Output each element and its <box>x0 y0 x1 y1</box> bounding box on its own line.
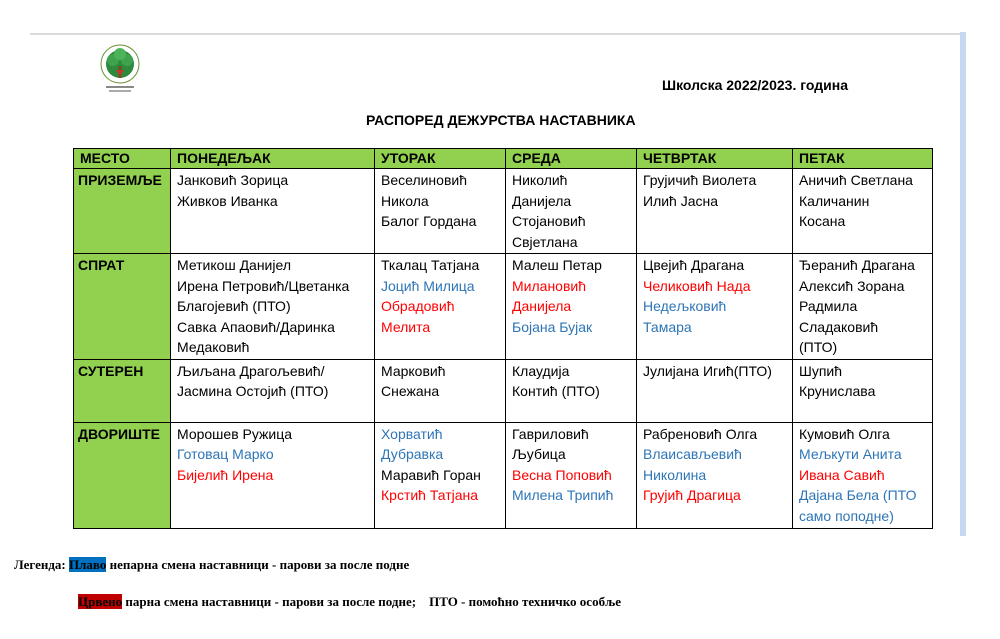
teacher-name-line: Малеш Петар <box>512 257 602 273</box>
duty-cell <box>375 169 506 254</box>
legend-red-text: парна смена наставници - парови за после подне; <box>122 594 417 609</box>
table-row <box>74 254 933 360</box>
teacher-name-line: Хорватић <box>381 425 443 442</box>
duty-cell <box>375 422 506 528</box>
teacher-name-line: Клаудија <box>512 362 570 379</box>
teacher-name-line: Челиковић Нада <box>643 277 751 294</box>
teacher-name-line: Бијелић Ирена <box>177 466 274 483</box>
teacher-name-line: Алексић Зорана <box>799 277 905 294</box>
duty-schedule-table <box>73 148 933 529</box>
teacher-name-line: Бојана Бујак <box>512 318 593 335</box>
teacher-name-line: Ивана Савић <box>799 466 885 483</box>
teacher-name-line: Милановић <box>512 277 586 294</box>
teacher-name-line: само поподне) <box>799 507 894 524</box>
teacher-name-line: Балог Гордана <box>381 213 477 229</box>
teacher-name-line: Крунислава <box>799 383 876 399</box>
teacher-name-line: Веселиновић <box>381 172 467 188</box>
teacher-name-line: Дајана Бела (ПТО <box>799 487 917 503</box>
school-emblem-icon <box>94 40 146 96</box>
duty-cell <box>506 422 637 528</box>
teacher-name-line: Обрадовић <box>381 298 455 314</box>
teacher-name-line: Грујић Драгица <box>643 487 741 503</box>
teacher-name-line: Живков Иванка <box>177 192 278 209</box>
teacher-name-line: Јоцић Милица <box>381 277 475 294</box>
column-header: УТОРАК <box>375 149 506 169</box>
teacher-name-line: Недељковић <box>643 298 727 314</box>
teacher-name-line: Влаисављевић <box>643 446 742 462</box>
teacher-name-line: Кумовић Олга <box>799 425 890 442</box>
page-edge-bar <box>960 32 966 536</box>
teacher-name-line: Весна Поповић <box>512 466 612 483</box>
teacher-name-line: Контић (ПТО) <box>512 383 600 399</box>
teacher-name-line: Морошев Ружица <box>177 425 293 442</box>
duty-cell <box>171 169 375 254</box>
duty-cell <box>171 422 375 528</box>
location-cell: СУТЕРЕН <box>74 359 171 422</box>
duty-cell <box>793 254 933 360</box>
column-header: ПЕТАК <box>793 149 933 169</box>
duty-cell <box>506 359 637 422</box>
teacher-name-line: Јанковић Зорица <box>177 172 289 188</box>
legend-label: Легенда: <box>14 557 66 572</box>
duty-cell <box>506 169 637 254</box>
teacher-name-line: Илић Јасна <box>643 192 719 209</box>
duty-cell <box>793 169 933 254</box>
top-divider <box>30 33 960 35</box>
duty-cell <box>637 359 793 422</box>
legend-blue <box>14 557 409 573</box>
teacher-name-line: Радмила <box>799 298 858 314</box>
teacher-name-line: Савка Апаовић/Даринка <box>177 318 335 335</box>
column-header: ПОНЕДЕЉАК <box>171 149 375 169</box>
duty-cell <box>171 359 375 422</box>
teacher-name-line: Грујичић Виолета <box>643 172 757 188</box>
duty-cell <box>171 254 375 360</box>
page-title: РАСПОРЕД ДЕЖУРСТВА НАСТАВНИКА <box>366 112 636 128</box>
teacher-name-line: Ткалац Татјана <box>381 257 480 273</box>
teacher-name-line: Метикош Данијел <box>177 257 291 273</box>
legend-pto-text: ПТО - помоћно техничко особље <box>429 594 621 609</box>
school-year: Школска 2022/2023. година <box>662 77 848 93</box>
column-header: МЕСТО <box>74 149 171 169</box>
duty-cell <box>793 359 933 422</box>
duty-cell <box>793 422 933 528</box>
duty-cell <box>637 254 793 360</box>
duty-cell <box>375 359 506 422</box>
column-header: СРЕДА <box>506 149 637 169</box>
teacher-name-line: Николић <box>512 172 568 188</box>
location-cell: СПРАТ <box>74 254 171 360</box>
teacher-name-line: Снежана <box>381 383 440 399</box>
teacher-name-line: Тамара <box>643 318 692 335</box>
location-cell: ДВОРИШТЕ <box>74 422 171 528</box>
teacher-name-line: Мељкути Анита <box>799 446 902 462</box>
legend-red <box>78 594 621 610</box>
teacher-name-line: Цвејић Драгана <box>643 257 745 273</box>
teacher-name-line: Свјетлана <box>512 233 578 250</box>
teacher-name-line: Шупић <box>799 362 843 379</box>
teacher-name-line: Маравић Горан <box>381 466 481 483</box>
teacher-name-line: Јасмина Остојић (ПТО) <box>177 383 329 399</box>
teacher-name-line: Сладаковић <box>799 318 879 335</box>
duty-cell <box>637 422 793 528</box>
teacher-name-line: Медаковић <box>177 339 250 355</box>
table-row <box>74 169 933 254</box>
table-header-row <box>74 149 933 169</box>
teacher-name-line: Аничић Светлана <box>799 172 913 188</box>
legend-red-swatch: Црвено <box>78 594 123 609</box>
teacher-name-line: Каличанин <box>799 192 870 209</box>
teacher-name-line: Косана <box>799 213 846 229</box>
teacher-name-line: Љубица <box>512 446 566 462</box>
teacher-name-line: Данијела <box>512 192 572 209</box>
teacher-name-line: Дубравка <box>381 446 444 462</box>
teacher-name-line: Рабреновић Олга <box>643 425 758 442</box>
teacher-name-line: (ПТО) <box>799 339 838 355</box>
teacher-name-line: Ђеранић Драгана <box>799 257 915 273</box>
teacher-name-line: Николина <box>643 466 707 483</box>
teacher-name-line: Љиљана Драгољевић/ <box>177 362 325 379</box>
duty-cell <box>637 169 793 254</box>
teacher-name-line: Никола <box>381 192 429 209</box>
teacher-name-line: Стојановић <box>512 213 586 229</box>
legend-blue-swatch: Плаво <box>69 557 107 572</box>
teacher-name-line: Благојевић (ПТО) <box>177 298 291 314</box>
teacher-name-line: Готовац Марко <box>177 446 274 462</box>
teacher-name-line: Крстић Татјана <box>381 487 479 503</box>
column-header: ЧЕТВРТАК <box>637 149 793 169</box>
teacher-name-line: Ирена Петровић/Цветанка <box>177 277 350 294</box>
teacher-name-line: Гавриловић <box>512 425 589 442</box>
legend-blue-text: непарна смена наставници - парови за после подне <box>106 557 410 572</box>
location-cell: ПРИЗЕМЉЕ <box>74 169 171 254</box>
teacher-name-line: Данијела <box>512 298 572 314</box>
teacher-name-line: Марковић <box>381 362 446 379</box>
table-row <box>74 422 933 528</box>
teacher-name-line: Јулијана Игић(ПТО) <box>643 362 772 379</box>
teacher-name-line: Милена Трипић <box>512 487 614 503</box>
teacher-name-line: Мелита <box>381 318 431 335</box>
table-row <box>74 359 933 422</box>
duty-cell <box>375 254 506 360</box>
duty-cell <box>506 254 637 360</box>
